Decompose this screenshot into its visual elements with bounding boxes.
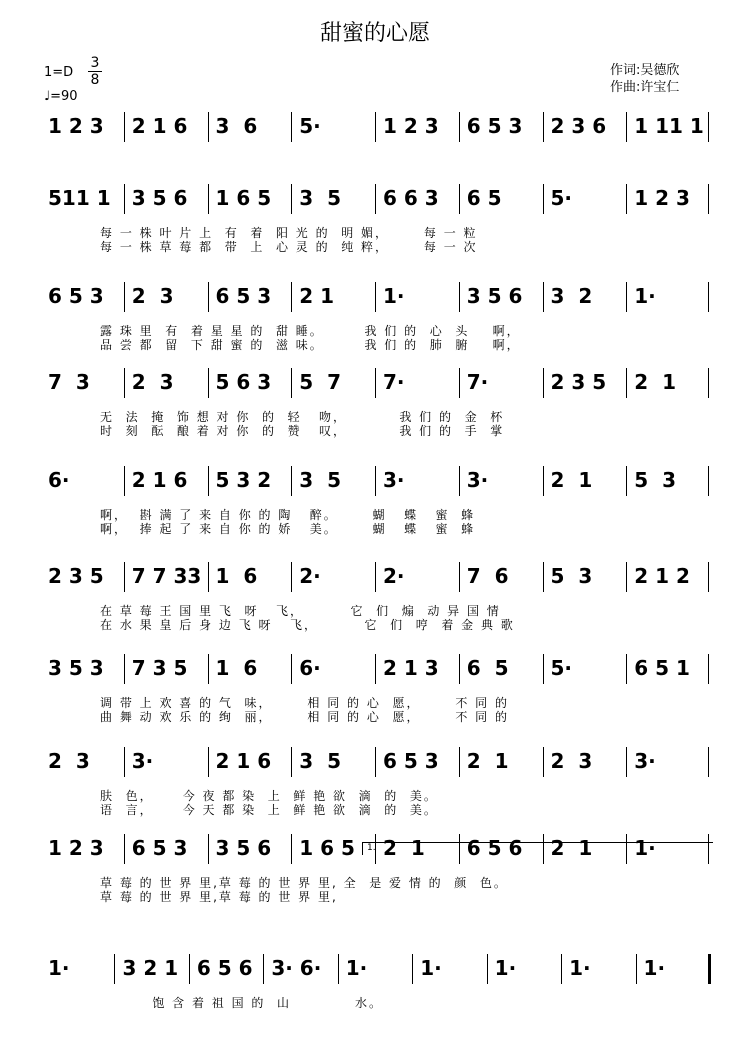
lyrics-line: 品 尝 都 留 下 甜 蜜 的 滋 味。 我 们 的 肺 腑 啊，: [100, 338, 521, 352]
lyrics-line: 露 珠 里 有 着 星 星 的 甜 睡。 我 们 的 心 头 啊，: [100, 324, 521, 338]
lyrics-line: 肤 色， 今 夜 都 染 上 鲜 艳 欲 滴 的 美。: [100, 789, 438, 803]
barline: [636, 954, 637, 984]
barline: [124, 562, 125, 592]
measure: 2·: [299, 564, 321, 588]
measure: 2 1: [634, 370, 677, 394]
measure: 1·: [569, 956, 591, 980]
measure: 6 5 3: [131, 836, 188, 860]
barline: [626, 368, 627, 398]
barline: [708, 282, 709, 312]
barline: [543, 282, 544, 312]
barline: [124, 654, 125, 684]
measure: 5 6 3: [215, 370, 272, 394]
measure: 2 3 6: [550, 114, 607, 138]
barline: [459, 562, 460, 592]
barline: [375, 282, 376, 312]
barline: [291, 112, 292, 142]
measure: 6 5 6: [196, 956, 253, 980]
measure: 7 6: [466, 564, 509, 588]
barline: [208, 282, 209, 312]
lyrics-line: 啊， 捧 起 了 来 自 你 的 娇 美。 蝴 蝶 蜜 蜂: [100, 522, 476, 536]
measure: 1·: [383, 284, 405, 308]
score-row: [40, 950, 720, 1040]
barline: [375, 184, 376, 214]
score-row: [40, 180, 720, 270]
measure: 1·: [634, 836, 656, 860]
measure: 3·: [383, 468, 405, 492]
time-signature: [88, 55, 102, 88]
measure: 6 5 6: [466, 836, 523, 860]
barline: [543, 562, 544, 592]
barline: [375, 747, 376, 777]
measure: 5·: [550, 186, 573, 210]
barline: [626, 112, 627, 142]
lyrics-line: 调 带 上 欢 喜 的 气 味， 相 同 的 心 愿， 不 同 的: [100, 696, 509, 710]
barline: [459, 112, 460, 142]
lyrics-line: 在 水 果 皇 后 身 边 飞 呀 飞， 它 们 哼 着 金 典 歌: [100, 618, 515, 632]
barline: [412, 954, 413, 984]
measure: 6 5 3: [466, 114, 523, 138]
measure: 7 3 5: [131, 656, 188, 680]
measure: 1 2 3: [383, 114, 439, 138]
notes-line: [40, 180, 720, 220]
barline: [543, 654, 544, 684]
barline: [208, 184, 209, 214]
barline: [291, 184, 292, 214]
measure: 5 3: [550, 564, 593, 588]
measure: 2 1: [550, 468, 593, 492]
barline: [459, 654, 460, 684]
barline: [708, 368, 709, 398]
measure: 3 5 6: [466, 284, 523, 308]
measure: 3 5: [299, 749, 342, 773]
barline: [208, 654, 209, 684]
barline: [487, 954, 488, 984]
barline: [124, 747, 125, 777]
time-sig-top: 3: [90, 55, 100, 71]
measure: 1·: [634, 284, 656, 308]
barline: [124, 184, 125, 214]
barline: [459, 747, 460, 777]
barline: [291, 834, 292, 864]
measure: 7·: [466, 370, 489, 394]
barline: [208, 466, 209, 496]
notes-line: [40, 743, 720, 783]
barline: [708, 184, 709, 214]
measure: 2 1: [550, 836, 593, 860]
barline: [543, 184, 544, 214]
measure: 1·: [420, 956, 442, 980]
notes-line: [40, 462, 720, 502]
measure: 2 1 6: [131, 468, 188, 492]
barline: [291, 282, 292, 312]
measure: 5·: [299, 114, 321, 138]
measure: 5 3: [634, 468, 677, 492]
score-row: [40, 650, 720, 740]
lyrics-line: 饱 含 着 祖 国 的 山 水。: [100, 996, 383, 1010]
notes-line: [40, 558, 720, 598]
measure: 1 2 3: [634, 186, 690, 210]
barline: [626, 562, 627, 592]
score-row: [40, 364, 720, 454]
notes-line: [40, 364, 720, 404]
measure: 6 5 3: [383, 749, 439, 773]
barline: [459, 184, 460, 214]
barline: [375, 466, 376, 496]
lyrics-line: 曲 舞 动 欢 乐 的 绚 丽， 相 同 的 心 愿， 不 同 的: [100, 710, 509, 724]
barline: [708, 466, 709, 496]
lyrics-line: 草 莓 的 世 界 里,草 莓 的 世 界 里, 全 是 爱 情 的 颜 色。: [100, 876, 508, 890]
volta-bracket: [362, 842, 713, 855]
measure: 3 2 1: [122, 956, 179, 980]
measure: 2 1: [466, 749, 509, 773]
measure: 3 5: [299, 186, 342, 210]
measure: 7·: [383, 370, 405, 394]
score-row: [40, 462, 720, 552]
measure: 1·: [643, 956, 666, 980]
barline: [543, 112, 544, 142]
barline: [291, 747, 292, 777]
barline: [338, 954, 339, 984]
measure: 2 3 5: [550, 370, 607, 394]
measure: 6 5: [466, 186, 502, 210]
barline: [291, 368, 292, 398]
barline: [626, 747, 627, 777]
measure: 2 3: [48, 749, 90, 773]
measure: 3 5 6: [215, 836, 272, 860]
barline: [708, 112, 709, 142]
barline: [208, 562, 209, 592]
lyrics-line: 语 言， 今 天 都 染 上 鲜 艳 欲 滴 的 美。: [100, 803, 438, 817]
measure: 1·: [494, 956, 517, 980]
barline: [291, 562, 292, 592]
measure: 2 1 6: [215, 749, 272, 773]
measure: 1 6 5: [299, 836, 355, 860]
barline: [626, 654, 627, 684]
notes-line: [40, 278, 720, 318]
barline: [291, 654, 292, 684]
measure: 5 7: [299, 370, 342, 394]
barline: [189, 954, 190, 984]
measure: 511 1: [48, 186, 111, 210]
key-signature: 1=D: [44, 65, 74, 80]
barline: [626, 184, 627, 214]
barline: [114, 954, 115, 984]
measure: 1·: [345, 956, 368, 980]
barline: [459, 466, 460, 496]
measure: 3 5 3: [48, 656, 104, 680]
lyrics-line: 每 一 株 叶 片 上 有 着 阳 光 的 明 媚， 每 一 粒: [100, 226, 478, 240]
lyrics-line: 时 刻 酝 酿 着 对 你 的 赞 叹， 我 们 的 手 掌: [100, 424, 505, 438]
notes-line: [40, 650, 720, 690]
barline: [708, 654, 709, 684]
lyrics-line: 啊， 斟 满 了 来 自 你 的 陶 醉。 蝴 蝶 蜜 蜂: [100, 508, 476, 522]
measure: 6·: [48, 468, 70, 492]
measure: 2 3: [550, 749, 593, 773]
barline: [375, 654, 376, 684]
lyrics-line: 在 草 莓 王 国 里 飞 呀 飞， 它 们 煽 动 异 国 情: [100, 604, 501, 618]
barline: [208, 112, 209, 142]
barline: [459, 282, 460, 312]
barline: [626, 282, 627, 312]
lyrics-line: 草 莓 的 世 界 里,草 莓 的 世 界 里,: [100, 890, 338, 904]
barline: [543, 368, 544, 398]
measure: 2 1: [299, 284, 335, 308]
barline: [626, 466, 627, 496]
notes-line: [40, 950, 720, 990]
measure: 2 1 2: [634, 564, 690, 588]
barline: [124, 282, 125, 312]
barline: [375, 562, 376, 592]
barline: [208, 368, 209, 398]
barline: [708, 562, 709, 592]
barline: [708, 747, 709, 777]
barline: [263, 954, 264, 984]
barline: [561, 954, 562, 984]
lyrics-line: 无 法 掩 饰 想 对 你 的 轻 吻， 我 们 的 金 杯: [100, 410, 505, 424]
measure: 6 5 3: [48, 284, 104, 308]
measure: 2 1 3: [383, 656, 439, 680]
measure: 1 2 3: [48, 836, 104, 860]
lyricist: 作词:吴德欣: [610, 63, 680, 78]
measure: 2 3: [131, 284, 174, 308]
measure: 6·: [299, 656, 321, 680]
quarter-note-icon: ♩: [44, 89, 51, 104]
barline: [208, 834, 209, 864]
measure: 3 2: [550, 284, 593, 308]
barline: [124, 112, 125, 142]
measure: 2·: [383, 564, 405, 588]
time-sig-bottom: 8: [88, 71, 102, 88]
volta-label: 1.: [367, 843, 376, 853]
measure: 6 5 1: [634, 656, 690, 680]
notes-line: [40, 108, 720, 148]
measure: 6 5: [466, 656, 509, 680]
measure: 2 3: [131, 370, 174, 394]
barline: [459, 368, 460, 398]
measure: 1 6: [215, 564, 258, 588]
barline: [543, 747, 544, 777]
measure: 3·: [634, 749, 656, 773]
measure: 1 2 3: [48, 114, 104, 138]
measure: 3·: [466, 468, 489, 492]
measure: 2 1 6: [131, 114, 188, 138]
song-title: 甜蜜的心愿: [319, 21, 430, 46]
score-row: [40, 558, 720, 648]
measure: 3 6: [215, 114, 258, 138]
measure: 1 6: [215, 656, 258, 680]
score-row: [40, 743, 720, 833]
measure: 3·: [131, 749, 154, 773]
measure: 6 5 3: [215, 284, 272, 308]
measure: 3 5 6: [131, 186, 188, 210]
measure: 1·: [48, 956, 70, 980]
barline: [543, 466, 544, 496]
barline: [124, 834, 125, 864]
barline: [124, 368, 125, 398]
measure: 1 6 5: [215, 186, 272, 210]
score-row: [40, 278, 720, 368]
lyrics-line: 每 一 株 草 莓 都 带 上 心 灵 的 纯 粹， 每 一 次: [100, 240, 478, 254]
tempo-value: =90: [50, 89, 78, 104]
barline: [208, 747, 209, 777]
measure: 6 6 3: [383, 186, 439, 210]
measure: 2 1: [383, 836, 425, 860]
measure: 7 3: [48, 370, 90, 394]
barline: [124, 466, 125, 496]
measure: 5·: [550, 656, 573, 680]
barline: [375, 112, 376, 142]
barline: [375, 368, 376, 398]
composer: 作曲:许宝仁: [610, 80, 680, 95]
barline: [291, 466, 292, 496]
credits: [610, 62, 679, 96]
measure: 1 11 1: [634, 114, 704, 138]
measure: 5 3 2: [215, 468, 272, 492]
final-barline: [708, 954, 711, 984]
tempo-mark: [44, 89, 78, 104]
measure: 3 5: [299, 468, 342, 492]
measure: 7 7 33: [131, 564, 202, 588]
measure: 3· 6·: [271, 956, 322, 980]
measure: 2 3 5: [48, 564, 104, 588]
